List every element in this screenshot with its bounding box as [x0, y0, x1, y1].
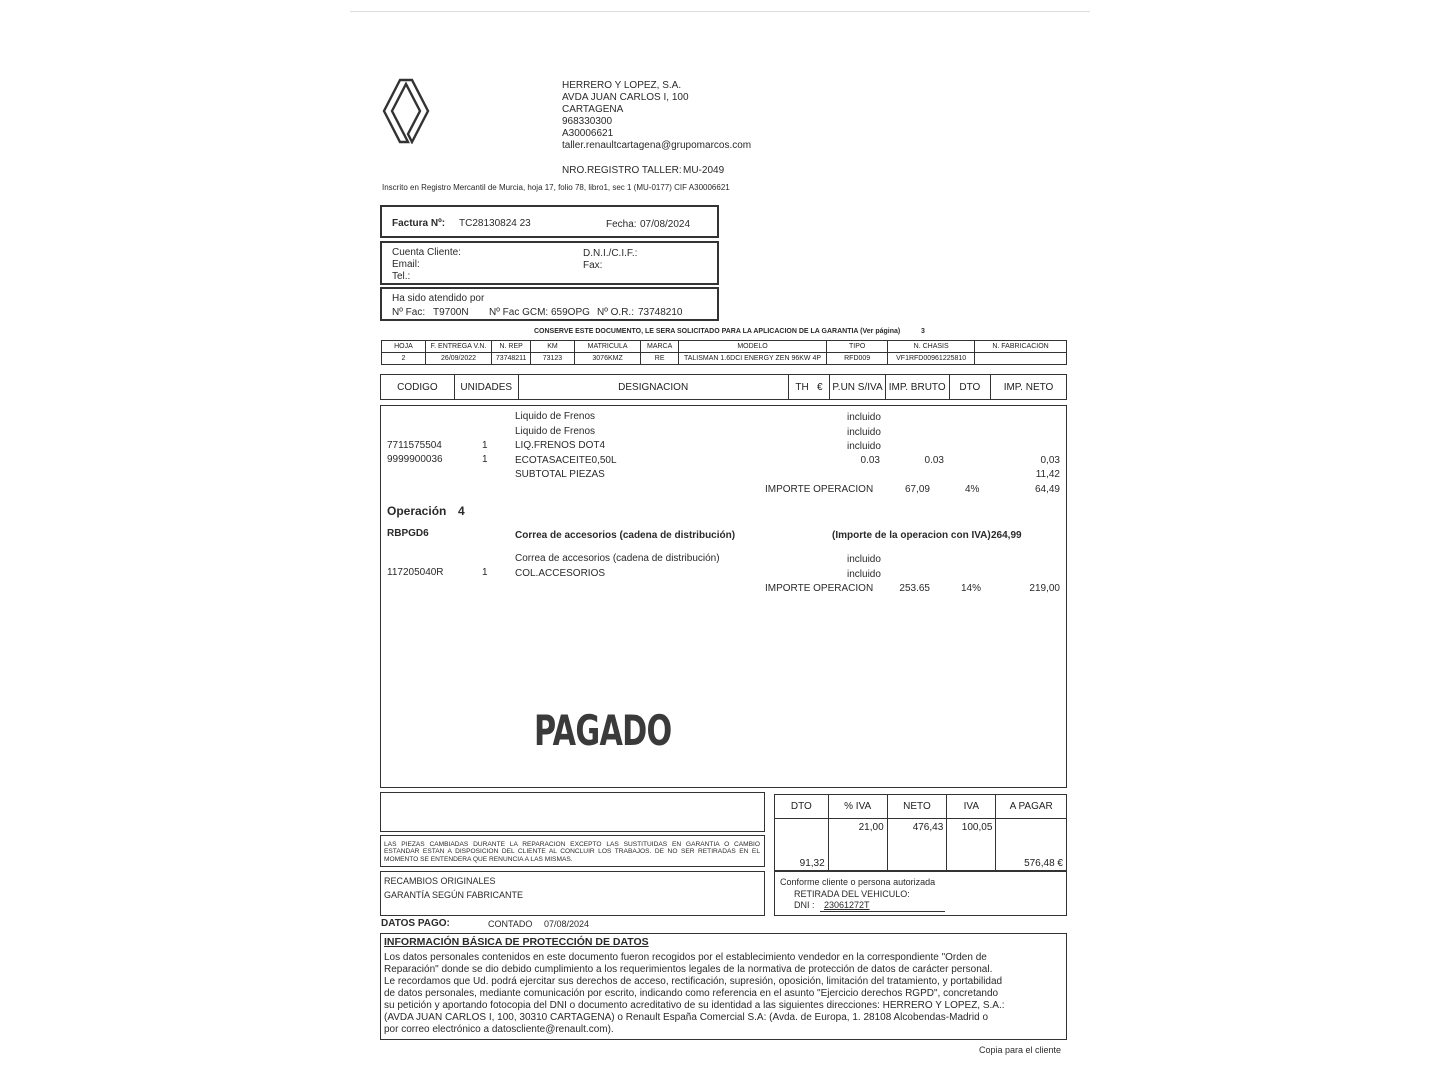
totals-header: NETO [887, 795, 947, 819]
payment-date: 07/08/2024 [544, 919, 590, 929]
registry-label: NRO.REGISTRO TALLER: [562, 165, 682, 176]
conforme-line1: Conforme cliente o persona autorizada [780, 877, 936, 887]
fac-value: T9700N [433, 307, 469, 318]
operation-title: Correa de accesorios (cadena de distribución) [515, 530, 736, 541]
email-label: Email: [392, 259, 420, 270]
line-price: incluido [847, 427, 881, 438]
mercantile-registry: Inscrito en Registro Mercantil de Murcia, hoja 17, folio 78, libro1, sec 1 (MU-0177) CIF A30006621 [382, 183, 730, 192]
vehicle-header: N. CHASIS [888, 341, 975, 353]
line-net: 11,42 [1035, 469, 1060, 480]
summary-label: IMPORTE OPERACION [765, 484, 874, 495]
invoice-number-label: Factura Nº: [392, 218, 446, 229]
company-city: CARTAGENA [562, 104, 624, 115]
footer-copy: Copia para el cliente [979, 1045, 1062, 1055]
company-phone: 968330300 [562, 116, 613, 127]
line-price: 0.03 [860, 455, 880, 466]
col-designacion: DESIGNACION [518, 375, 788, 400]
parts-note-box [380, 835, 765, 867]
vehicle-value: VF1RFD00961225810 [888, 353, 975, 365]
summary-gross: 253.65 [899, 583, 930, 594]
guarantee-text: GARANTÍA SEGÚN FABRICANTE [384, 890, 524, 900]
line-units: 1 [482, 567, 488, 578]
summary-dto: 4% [965, 484, 980, 495]
privacy-title: INFORMACIÓN BÁSICA DE PROTECCIÓN DE DATOS [384, 936, 649, 948]
company-address: AVDA JUAN CARLOS I, 100 [562, 92, 689, 103]
vehicle-header: TIPO [827, 341, 888, 353]
col-codigo: CODIGO [381, 375, 455, 400]
line-code: 117205040R [387, 567, 444, 578]
registry-value: MU-2049 [683, 165, 725, 176]
operation-code: RBPGD6 [387, 528, 429, 539]
line-price: incluido [847, 412, 881, 423]
phone-label: Tel.: [392, 271, 411, 282]
col-th-label: TH [795, 381, 809, 393]
vehicle-header: N. REP [492, 341, 531, 353]
notes-box [380, 792, 765, 832]
totals-dto: 91,32 [775, 819, 829, 871]
or-label: Nº O.R.: [597, 307, 634, 318]
signature-line [820, 911, 945, 912]
line-desc: ECOTASACEITE0,50L [515, 455, 617, 466]
privacy-line: su petición y aportando fotocopia del DNI o documento acreditativo de su identidad a las siguientes direcciones: HERRERO Y LOPEZ, S.A.: [384, 1000, 1005, 1011]
renault-logo-icon [380, 78, 432, 144]
totals-iva: 100,05 [947, 819, 996, 871]
vehicle-header: F. ENTREGA V.N. [425, 341, 491, 353]
summary-label: IMPORTE OPERACION [765, 583, 874, 594]
col-euro-label: € [817, 381, 823, 393]
operation-iva-label: (Importe de la operacion con IVA) [832, 530, 991, 541]
operation-iva-value: 264,99 [991, 530, 1022, 541]
invoice-date: 07/08/2024 [640, 219, 691, 230]
vehicle-value: 3076KMZ [574, 353, 640, 365]
line-code: 9999900036 [387, 454, 443, 465]
payment-label: DATOS PAGO: [381, 918, 450, 929]
attended-box [380, 287, 719, 321]
line-desc: Correa de accesorios (cadena de distribución) [515, 553, 720, 564]
vehicle-value: TALISMAN 1.6DCI ENERGY ZEN 96KW 4P [679, 353, 827, 365]
vehicle-value [975, 353, 1067, 365]
col-neto: IMP. NETO [991, 375, 1067, 400]
line-code: 7711575504 [387, 440, 442, 451]
col-dto: DTO [949, 375, 990, 400]
fax-label: Fax: [583, 260, 603, 271]
line-desc: COL.ACCESORIOS [515, 568, 606, 579]
vehicle-value: 73123 [531, 353, 575, 365]
operation-label: Operación [387, 504, 447, 518]
lines-column-header [380, 374, 1067, 400]
vehicle-header: HOJA [382, 341, 426, 353]
vehicle-table [381, 340, 1067, 365]
vehicle-header: MARCA [641, 341, 679, 353]
or-value: 73748210 [638, 307, 683, 318]
customer-box [380, 241, 719, 285]
fac-label: Nº Fac: [392, 307, 426, 318]
operation-number: 4 [458, 504, 465, 518]
account-label: Cuenta Cliente: [392, 247, 461, 258]
dni-label: D.N.I./C.I.F.: [583, 248, 638, 259]
privacy-line: de datos personales, mediante comunicación por escrito, indicando como referencia en el asunto "Ejercicio derechos RGPD", concretando [384, 988, 999, 999]
line-desc: Liquido de Frenos [515, 411, 596, 422]
summary-dto: 14% [961, 583, 982, 594]
vehicle-header: N. FABRICACION [975, 341, 1067, 353]
summary-gross: 67,09 [904, 484, 930, 495]
vehicle-header: MODELO [679, 341, 827, 353]
parts-note: LAS PIEZAS CAMBIADAS DURANTE LA REPARACION EXCEPTO LAS SUSTITUIDAS EN GARANTIA O CAMBIO ESTANDAR ESTAN A DISPOSICION DEL CLIENTE AL CONCLUIR LOS TRABAJOS. DE NO SER RETIRADAS EN EL MOMENTO SE ENTENDERA QUE RENUNCIA A LAS MISMAS. [384, 841, 760, 863]
company-email: taller.renaultcartagena@grupomarcos.com [562, 140, 752, 151]
privacy-line: por correo electrónico a datoscliente@renault.com). [384, 1024, 614, 1035]
warranty-page: 3 [921, 328, 925, 335]
line-gross: 0.03 [924, 455, 944, 466]
totals-header: DTO [775, 795, 829, 819]
col-unidades: UNIDADES [454, 375, 518, 400]
invoice-date-label: Fecha: [606, 219, 637, 230]
conforme-dni-value: 23061272T [824, 900, 870, 910]
line-units: 1 [482, 454, 488, 465]
invoice-number: TC28130824 23 [459, 218, 531, 229]
vehicle-value: 73748211 [492, 353, 531, 365]
totals-table [774, 794, 1067, 871]
scan-edge [350, 11, 1090, 12]
payment-method: CONTADO [488, 919, 533, 929]
privacy-line: (AVDA JUAN CARLOS I, 100, 30310 CARTAGENA) o Renault España Comercial S.A: (Avda. de Europa, 1. 28108 Alcobendas-Madrid o [384, 1012, 989, 1023]
totals-header: IVA [947, 795, 996, 819]
privacy-box [380, 933, 1067, 1040]
col-pun: P.UN S/IVA [830, 375, 886, 400]
vehicle-value: 2 [382, 353, 426, 365]
line-desc: Liquido de Frenos [515, 426, 596, 437]
company-cif: A30006621 [562, 128, 614, 139]
totals-pagar: 576,48 € [996, 819, 1067, 871]
paid-stamp: PAGADO [534, 706, 672, 755]
invoice-number-box [380, 205, 719, 238]
line-net: 0,03 [1040, 455, 1060, 466]
vehicle-value: RFD009 [827, 353, 888, 365]
vehicle-value: RE [641, 353, 679, 365]
vehicle-value-row [382, 353, 1067, 365]
vehicle-header-row [382, 341, 1067, 353]
originals-box [380, 871, 765, 916]
line-price: incluido [847, 441, 881, 452]
col-bruto: IMP. BRUTO [885, 375, 949, 400]
conforme-box [774, 871, 1067, 916]
totals-header: % IVA [828, 795, 887, 819]
totals-iva-pct: 21,00 [828, 819, 887, 871]
privacy-line: Le recordamos que Ud. podrá ejercitar sus derechos de acceso, rectificación, supresión, oposición, limitación del tratamiento, y portabilidad [384, 976, 1003, 987]
vehicle-header: MATRICULA [574, 341, 640, 353]
line-desc: SUBTOTAL PIEZAS [515, 469, 605, 480]
warranty-note: CONSERVE ESTE DOCUMENTO, LE SERA SOLICITADO PARA LA APLICACION DE LA GARANTIA (Ver página) [534, 328, 901, 335]
conforme-dni-label: DNI : [794, 900, 815, 910]
col-th [788, 375, 829, 400]
vehicle-header: KM [531, 341, 575, 353]
originals-text: RECAMBIOS ORIGINALES [384, 876, 496, 886]
summary-net: 64,49 [1034, 484, 1060, 495]
attended-label: Ha sido atendido por [392, 293, 485, 304]
privacy-line: Reparación" donde se dio debido cumplimiento a los requerimientos legales de la normativa de protección de datos de carácter personal. [384, 964, 993, 975]
line-units: 1 [482, 440, 488, 451]
line-price: incluido [847, 569, 881, 580]
gcm-number: Nº Fac GCM: 659OPG [489, 307, 590, 318]
company-name: HERRERO Y LOPEZ, S.A. [562, 80, 682, 91]
totals-neto: 476,43 [887, 819, 947, 871]
line-desc: LIQ.FRENOS DOT4 [515, 440, 606, 451]
conforme-line2: RETIRADA DEL VEHICULO: [794, 889, 910, 899]
privacy-line: Los datos personales contenidos en este documento fueron recogidos por el establecimiento vendedor en la correspondiente "Orden de [384, 952, 987, 963]
vehicle-value: 26/09/2022 [425, 353, 491, 365]
totals-header: A PAGAR [996, 795, 1067, 819]
line-price: incluido [847, 554, 881, 565]
summary-net: 219,00 [1029, 583, 1060, 594]
